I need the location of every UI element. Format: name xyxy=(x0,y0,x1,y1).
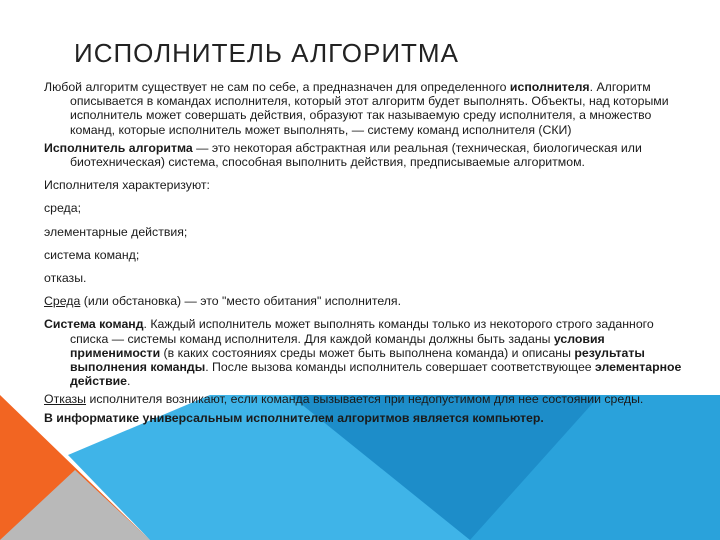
text: . Каждый исполнитель может выполнять команды только из некоторого строго заданного списка — системы команд исполнителя. Для каждой команды должны быть заданы xyxy=(70,317,654,346)
bold-term: Исполнитель алгоритма xyxy=(44,140,193,155)
underlined-term: Отказы xyxy=(44,392,87,407)
text: исполнителя возникают, если команда вызывается при недопустимом для нее состоянии среды. xyxy=(86,392,644,407)
bold-statement: В информатике универсальным исполнителем алгоритмов является компьютер. xyxy=(44,410,544,425)
list-item: среда; xyxy=(44,201,81,216)
bold-term: Система команд xyxy=(44,317,144,332)
paragraph-conclusion xyxy=(44,411,684,425)
bold-term: условия применимости xyxy=(70,331,605,360)
characterized-intro: Исполнителя характеризуют: xyxy=(44,178,210,193)
list-item: отказы. xyxy=(44,271,87,286)
text: — это некоторая абстрактная или реальная (техническая, биологическая или биотехническая) система, способная выполнить действия, предписываемые алгоритмом. xyxy=(70,140,642,170)
paragraph-environment xyxy=(44,294,684,308)
paragraph-command-system xyxy=(44,317,684,388)
text: . Алгоритм описывается в командах исполнителя, который этот алгоритм будет выполнять. Объекты, над которыми исполнитель может совершать действия, образуют так называемую среду исполнителя, а множество команд, которые исполнитель может выполнять, — систему команд исполнителя (СКИ) xyxy=(70,80,669,137)
text: . xyxy=(127,374,131,389)
slide-content xyxy=(44,80,684,429)
bold-term: исполнителя xyxy=(509,80,590,94)
paragraph-executor-definition xyxy=(44,141,684,169)
bold-term: элементарное действие xyxy=(70,360,682,389)
text: Любой алгоритм существует не сам по себе, а предназначен для определенного xyxy=(44,80,510,94)
list-item: система команд; xyxy=(44,247,140,262)
text: . После вызова команды исполнитель совершает соответствующее xyxy=(205,360,596,375)
slide-title: ИСПОЛНИТЕЛЬ АЛГОРИТМА xyxy=(74,38,459,68)
underlined-term: Среда xyxy=(44,294,81,309)
paragraph-executor-intro xyxy=(44,80,684,137)
bold-term: результаты выполнения команды xyxy=(70,345,645,375)
text: (или обстановка) — это "место обитания" исполнителя. xyxy=(80,294,402,309)
list-item: элементарные действия; xyxy=(44,224,188,239)
paragraph-failures xyxy=(44,392,684,406)
text: (в каких состояниях среды может быть выполнена команда) и описаны xyxy=(160,345,575,360)
